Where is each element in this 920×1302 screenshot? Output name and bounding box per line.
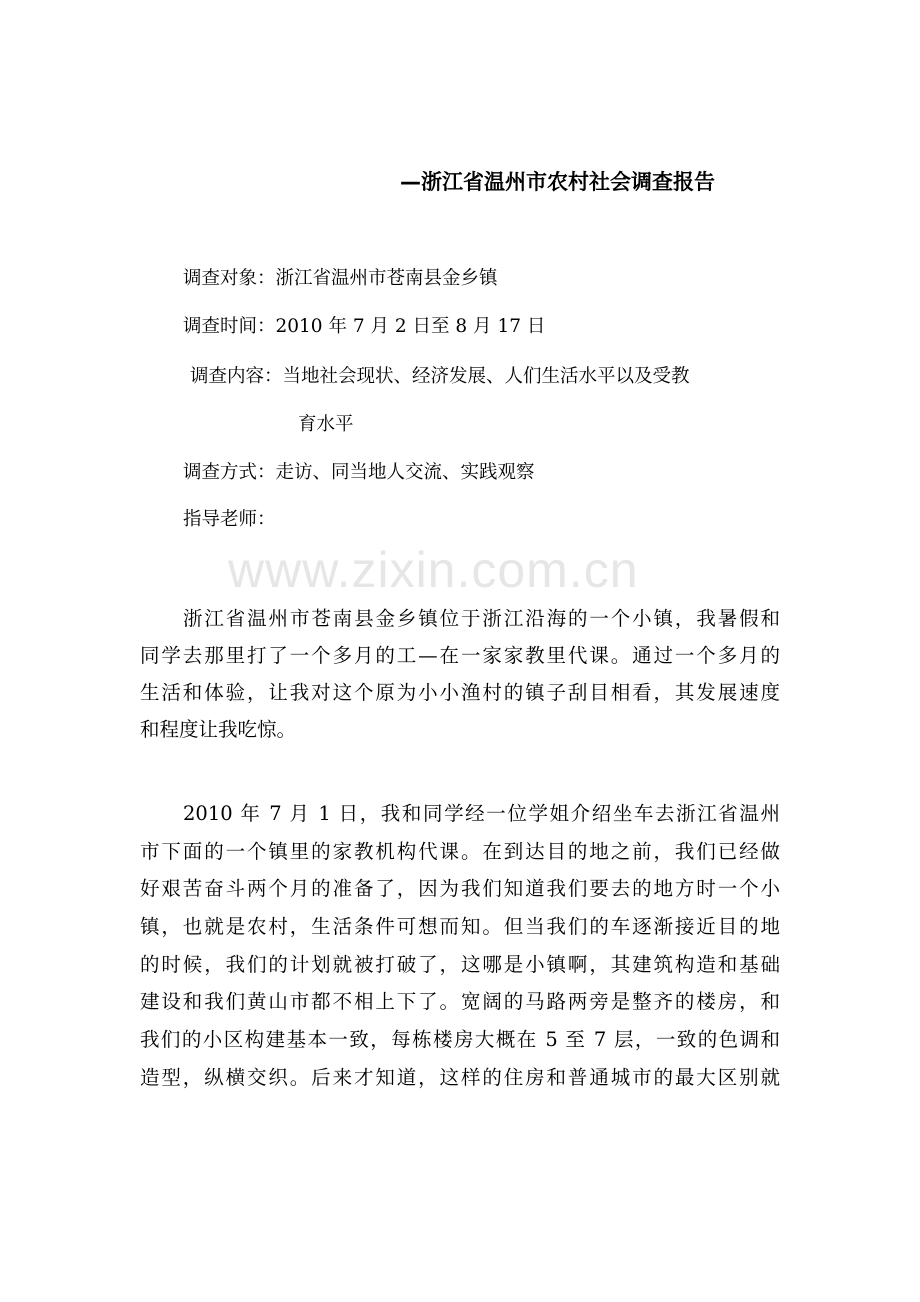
meta-time: 调查时间：2010 年 7 月 2 日至 8 月 17 日 [183,316,546,337]
text-line: 同学去那里打了一个多月的工—在一家家教里代课。通过一个多月的 [140,644,780,667]
text-line: 好艰苦奋斗两个月的准备了，因为我们知道我们要去的地方时一个小 [140,877,780,900]
text-line: 我们的小区构建基本一致，每栋楼房大概在 5 至 7 层，一致的色调和 [140,1028,780,1051]
text-line: 的时候，我们的计划就被打破了，这哪是小镇啊，其建筑构造和基础 [140,953,780,976]
meta-subject: 调查对象：浙江省温州市苍南县金乡镇 [183,268,498,289]
text-line: 2010 年 7 月 1 日，我和同学经一位学姐介绍坐车去浙江省温州 [183,802,780,825]
meta-method: 调查方式：走访、同当地人交流、实践观察 [183,462,535,483]
text-line: 生活和体验，让我对这个原为小小渔村的镇子刮目相看，其发展速度 [140,681,780,704]
meta-advisor: 指导老师： [183,509,276,530]
text-line: 镇，也就是农村，生活条件可想而知。但当我们的车逐渐接近目的地 [140,915,780,938]
document-title: —浙江省温州市农村社会调查报告 [400,170,715,194]
text-line: 和程度让我吃惊。 [140,718,297,741]
watermark: www.zixin.com.cn [228,542,639,598]
text-line: 建设和我们黄山市都不相上下了。宽阔的马路两旁是整齐的楼房，和 [140,990,780,1013]
text-line: 造型，纵横交织。后来才知道，这样的住房和普通城市的最大区别就 [140,1066,780,1089]
text-line: 市下面的一个镇里的家教机构代课。在到达目的地之前，我们已经做 [140,840,780,863]
meta-content: 调查内容：当地社会现状、经济发展、人们生活水平以及受教 [190,366,690,387]
text-line: 浙江省温州市苍南县金乡镇位于浙江沿海的一个小镇，我暑假和 [183,607,780,630]
meta-content-cont: 育水平 [298,414,354,435]
